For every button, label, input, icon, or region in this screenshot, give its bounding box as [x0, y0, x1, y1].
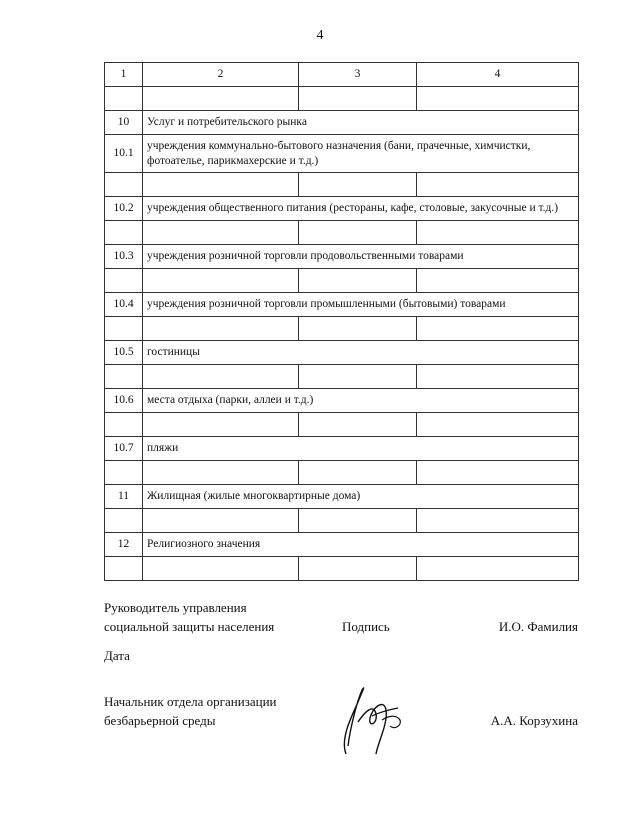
- empty-cell: [417, 269, 579, 293]
- chief-name: А.А. Корзухина: [490, 713, 578, 728]
- empty-cell: [105, 87, 143, 111]
- empty-cell: [105, 221, 143, 245]
- header-cell: 4: [417, 63, 579, 87]
- section-number: 10.2: [105, 197, 143, 221]
- section-label: Жилищная (жилые многоквартирные дома): [143, 485, 579, 509]
- section-row: [105, 245, 579, 269]
- empty-cell: [105, 173, 143, 197]
- section-row: [105, 293, 579, 317]
- empty-cell: [143, 317, 299, 341]
- section-label: места отдыха (парки, аллеи и т.д.): [143, 389, 579, 413]
- section-label: Услуг и потребительского рынка: [143, 111, 579, 135]
- section-number: 11: [105, 485, 143, 509]
- section-number: 12: [105, 533, 143, 557]
- empty-cell: [299, 413, 417, 437]
- page-number: 4: [316, 28, 324, 43]
- chief-title: [104, 692, 276, 730]
- empty-row: [105, 87, 579, 111]
- empty-row: [105, 221, 579, 245]
- empty-cell: [299, 461, 417, 485]
- empty-cell: [417, 509, 579, 533]
- section-row: [105, 341, 579, 365]
- section-number: 10.3: [105, 245, 143, 269]
- empty-cell: [417, 413, 579, 437]
- empty-cell: [299, 173, 417, 197]
- section-number: 10.4: [105, 293, 143, 317]
- empty-row: [105, 269, 579, 293]
- empty-cell: [417, 221, 579, 245]
- empty-cell: [299, 87, 417, 111]
- empty-cell: [105, 365, 143, 389]
- empty-cell: [143, 221, 299, 245]
- section-label: учреждения общественного питания (рестораны, кафе, столовые, закусочные и т.д.): [143, 197, 579, 221]
- empty-row: [105, 461, 579, 485]
- section-label: учреждения розничной торговли промышленными (бытовыми) товарами: [143, 293, 579, 317]
- sign-label: Подпись: [342, 619, 390, 634]
- section-label: гостиницы: [143, 341, 579, 365]
- form-table: [104, 62, 579, 581]
- table-header-row: [105, 63, 579, 87]
- empty-cell: [417, 317, 579, 341]
- section-row: [105, 389, 579, 413]
- empty-row: [105, 365, 579, 389]
- empty-cell: [417, 87, 579, 111]
- empty-cell: [299, 269, 417, 293]
- head-signature-block: [104, 598, 578, 638]
- section-row: [105, 533, 579, 557]
- empty-cell: [105, 557, 143, 581]
- empty-cell: [143, 365, 299, 389]
- empty-cell: [143, 509, 299, 533]
- empty-cell: [299, 365, 417, 389]
- section-label: учреждения розничной торговли продовольственными товарами: [143, 245, 579, 269]
- header-cell: 2: [143, 63, 299, 87]
- section-row: [105, 485, 579, 509]
- header-cell: 3: [299, 63, 417, 87]
- section-row: [105, 111, 579, 135]
- section-number: 10.7: [105, 437, 143, 461]
- empty-cell: [105, 509, 143, 533]
- empty-cell: [143, 173, 299, 197]
- head-title-line: социальной защиты населения: [104, 619, 275, 634]
- empty-cell: [143, 461, 299, 485]
- empty-cell: [417, 365, 579, 389]
- empty-cell: [143, 87, 299, 111]
- empty-cell: [417, 173, 579, 197]
- section-number: 10.6: [105, 389, 143, 413]
- empty-row: [105, 173, 579, 197]
- head-title-line: Руководитель управления: [104, 600, 247, 615]
- empty-row: [105, 317, 579, 341]
- chief-title-line: безбарьерной среды: [104, 713, 216, 728]
- section-number: 10.1: [105, 135, 143, 173]
- handwritten-signature: [318, 680, 418, 760]
- empty-row: [105, 557, 579, 581]
- head-title: [104, 598, 274, 636]
- section-label: пляжи: [143, 437, 579, 461]
- empty-cell: [299, 317, 417, 341]
- empty-cell: [417, 461, 579, 485]
- section-label: Религиозного значения: [143, 533, 579, 557]
- section-row: [105, 197, 579, 221]
- section-row: [105, 437, 579, 461]
- empty-cell: [299, 221, 417, 245]
- empty-cell: [143, 269, 299, 293]
- empty-cell: [143, 557, 299, 581]
- empty-row: [105, 413, 579, 437]
- header-cell: 1: [105, 63, 143, 87]
- empty-cell: [105, 413, 143, 437]
- section-number: 10.5: [105, 341, 143, 365]
- empty-cell: [105, 317, 143, 341]
- empty-cell: [299, 509, 417, 533]
- empty-cell: [143, 413, 299, 437]
- head-name: И.О. Фамилия: [498, 619, 578, 634]
- section-row: [105, 135, 579, 173]
- section-number: 10: [105, 111, 143, 135]
- empty-cell: [299, 557, 417, 581]
- chief-title-line: Начальник отдела организации: [104, 694, 277, 709]
- empty-cell: [417, 557, 579, 581]
- empty-cell: [105, 461, 143, 485]
- section-label: учреждения коммунально-бытового назначения (бани, прачечные, химчистки, фотоателье, парикмахерские и т.д.): [143, 135, 579, 173]
- empty-cell: [105, 269, 143, 293]
- table-body: [105, 63, 579, 581]
- date-label: Дата: [104, 648, 130, 663]
- empty-row: [105, 509, 579, 533]
